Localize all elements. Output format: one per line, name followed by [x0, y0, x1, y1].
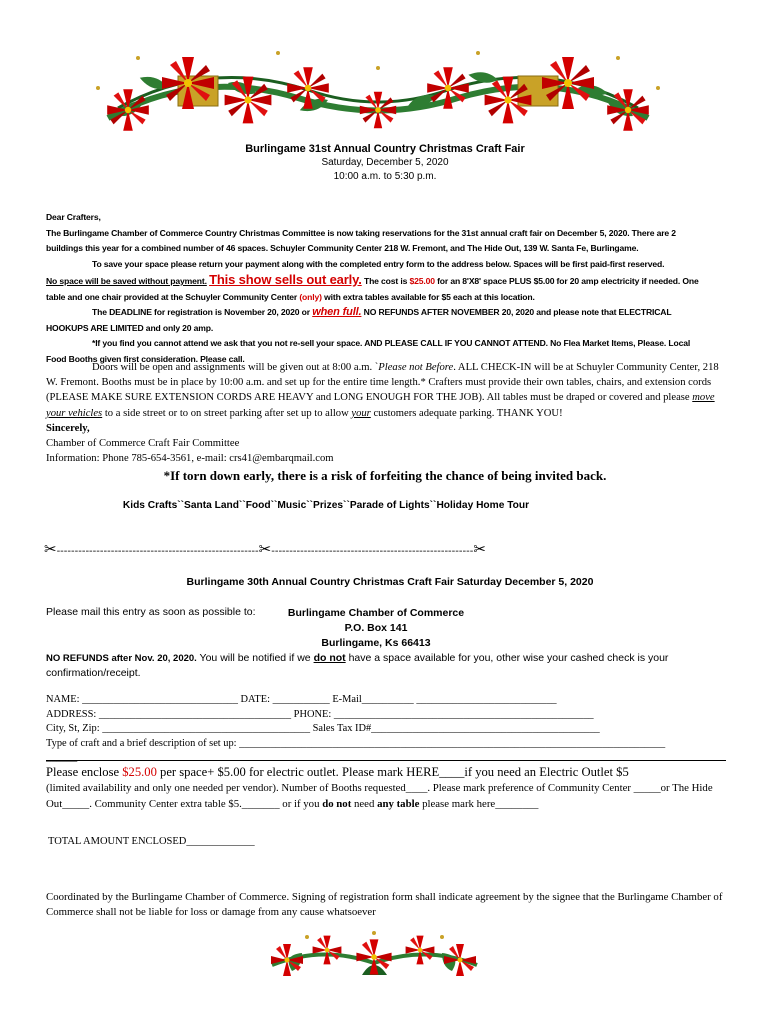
- not-before-note: Please not Before: [378, 362, 454, 373]
- greeting: Dear Crafters,: [46, 212, 101, 222]
- only-note: (only): [299, 291, 322, 302]
- address-field[interactable]: _____________________________________: [98, 708, 292, 720]
- mail-address-line-1: Burlingame Chamber of Commerce: [287, 607, 465, 619]
- letter-paragraph-2: To save your space please return your payment along with the completed entry form to the address below. Spaces will be first paid-first reserved.: [92, 258, 665, 269]
- deadline-text-2: NO REFUNDS AFTER NOVEMBER 20, 2020 and please note that ELECTRICAL HOOKUPS ARE LIMITED and only 20 amp.: [46, 307, 672, 333]
- divider: [46, 760, 726, 761]
- address-row: [46, 708, 736, 723]
- date-field[interactable]: ___________: [272, 694, 330, 705]
- email-field[interactable]: __________ ___________________________: [361, 694, 557, 705]
- doors-text-2: . ALL CHECK-IN will be at Schuyler Community Center, 218 W. Fremont. Booths must be in place by 10:00 a.m. and set up for the entire time length.* Crafters must provide their own tables, chairs, and extension cords (PLEASE MAKE SURE EXTENSION CORDS ARE HEAVY and LONG ENOUGH FOR THE JOB). All tables must be draped or covered and please: [46, 362, 719, 404]
- deadline-text: The DEADLINE for registration is November 20, 2020 or: [92, 307, 313, 317]
- letter-paragraph-5: *If you find you cannot attend we ask that you not re-sell your space. AND PLEASE CALL IF YOU CANNOT ATTEND. No Flea Market Items, Please. Local Food Booths given first consideration. Please call.: [46, 338, 691, 364]
- name-field[interactable]: ______________________________: [82, 694, 238, 705]
- refund-policy: [46, 651, 726, 681]
- enclose-text: Please enclose: [46, 765, 123, 779]
- cost-text-2: for an 8'X8' space PLUS $5.00 for 20 amp electricity if needed. One table and one chair provided at the Schuyler Community Center: [46, 276, 699, 302]
- committee-name: Chamber of Commerce Craft Fair Committee: [46, 438, 240, 450]
- craft-field[interactable]: __________________________________________________________________________________: [239, 737, 666, 749]
- refund-do-not: do not: [313, 652, 346, 664]
- enclose-text-5: please mark here________: [419, 797, 539, 810]
- doors-text-4: customers adequate parking. THANK YOU!: [370, 407, 563, 419]
- scissors-icon: ✂: [258, 540, 272, 558]
- no-space-notice: No space will be saved without payment.: [46, 276, 207, 286]
- banner-top: [78, 28, 678, 138]
- refund-text: You will be notified if we: [196, 652, 314, 664]
- scissors-icon: ✂: [473, 540, 486, 558]
- enclose-text-3: (limited availability and only one needed per vendor). Number of Booths requested____. Please mark preference of Community Center _____or The Hide Out_____. Community Center extra table $5._______ or if you: [46, 782, 713, 810]
- enclose-text-4: need: [351, 797, 378, 810]
- city-label: City, St, Zip:: [46, 723, 103, 734]
- cut-line: [44, 540, 714, 558]
- banner-bottom: [262, 925, 487, 983]
- craft-label: Type of craft and a brief description of set up:: [46, 737, 240, 749]
- refund-text-2: have a space available for you, other wise your cashed check is your confirmation/receipt.: [46, 652, 669, 679]
- tax-id-field[interactable]: ____________________________________________: [371, 723, 600, 734]
- address-label: ADDRESS:: [46, 708, 99, 720]
- mail-address-line-2: P.O. Box 141: [344, 622, 408, 634]
- doors-text: Doors will be open and assignments will be given out at 8:00 a.m. `: [92, 362, 379, 373]
- enclose-do-not: do not: [322, 797, 352, 810]
- craft-field-continuation[interactable]: ______: [46, 752, 78, 763]
- mail-prompt: Please mail this entry as soon as possible to:: [46, 606, 256, 618]
- cost-text-3: with extra tables available for $5 each at this location.: [321, 291, 535, 302]
- event-title: Burlingame 31st Annual Country Christmas Craft Fair: [245, 143, 525, 155]
- sells-out-notice: This show sells out early.: [209, 272, 362, 287]
- sincerely: Sincerely,: [46, 422, 90, 434]
- phone-field[interactable]: __________________________________________________: [333, 708, 594, 720]
- cost-text: The cost is: [363, 276, 410, 286]
- contact-information: Information: Phone 785-654-3561, e-mail: crs41@embarqmail.com: [46, 453, 334, 465]
- enclose-price: $25.00: [122, 765, 157, 779]
- event-date: Saturday, December 5, 2020: [321, 157, 449, 168]
- payment-instructions: [46, 764, 726, 812]
- letter-paragraph-4: [46, 305, 706, 336]
- name-row: [46, 693, 736, 708]
- city-field[interactable]: ________________________________________: [102, 723, 311, 734]
- letter-paragraph-1: The Burlingame Chamber of Commerce Country Christmas Committee is now taking reservations for the 31st annual craft fair on December 5, 2020. There are 2 buildings this year for a combined number of 46 spaces. Schuyler Community Center 218 W. Fremont, and The Hide Out, 139 W. Santa Fe, Burlingame.: [46, 227, 676, 253]
- date-label: DATE:: [237, 694, 273, 705]
- form-title: Burlingame 30th Annual Country Christmas Craft Fair Saturday December 5, 2020: [186, 576, 594, 588]
- cut-dashes: --------------------------------------------------------: [271, 546, 474, 557]
- cost-price: $25.00: [409, 276, 435, 286]
- your-note: your: [351, 407, 371, 419]
- city-row: [46, 722, 736, 737]
- when-full-notice: when full.: [312, 306, 362, 318]
- craft-row: [46, 737, 736, 752]
- letter-paragraph-3: [46, 272, 706, 305]
- event-time: 10:00 a.m. to 5:30 p.m.: [333, 171, 437, 182]
- email-label: E-Mail: [329, 694, 362, 705]
- doors-text-3: to a side street or to on street parking after set up to allow: [102, 407, 352, 419]
- scissors-icon: ✂: [44, 540, 57, 558]
- phone-label: PHONE:: [291, 708, 334, 720]
- move-vehicles-note: move your vehicles: [46, 392, 715, 419]
- name-label: NAME:: [46, 694, 83, 705]
- cut-dashes: --------------------------------------------------------: [56, 546, 259, 557]
- poinsettia-garland-icon: [78, 28, 678, 138]
- tax-id-label: Sales Tax ID#: [310, 723, 372, 734]
- poinsettia-spray-icon: [262, 925, 487, 983]
- event-activities: Kids Crafts``Santa Land``Food``Music``Prizes``Parade of Lights``Holiday Home Tour: [122, 500, 530, 511]
- liability-disclaimer: Coordinated by the Burlingame Chamber of Commerce. Signing of registration form shall indicate agreement by the signee that the Burlingame Chamber of Commerce shall not be liable for loss or damage from any cause whatsoever: [46, 891, 723, 918]
- refund-bold: NO REFUNDS after Nov. 20, 2020.: [46, 653, 197, 664]
- early-teardown-warning: *If torn down early, there is a risk of forfeiting the chance of being invited back.: [163, 468, 607, 483]
- letter-paragraph-6: [46, 360, 726, 421]
- mail-address-line-3: Burlingame, Ks 66413: [321, 637, 431, 649]
- total-amount-field[interactable]: TOTAL AMOUNT ENCLOSED_____________: [48, 836, 255, 847]
- enclose-any-table: any table: [377, 797, 420, 810]
- enclose-text-2: per space+ $5.00 for electric outlet. Please mark HERE____if you need an Electric Outlet $5: [156, 765, 629, 779]
